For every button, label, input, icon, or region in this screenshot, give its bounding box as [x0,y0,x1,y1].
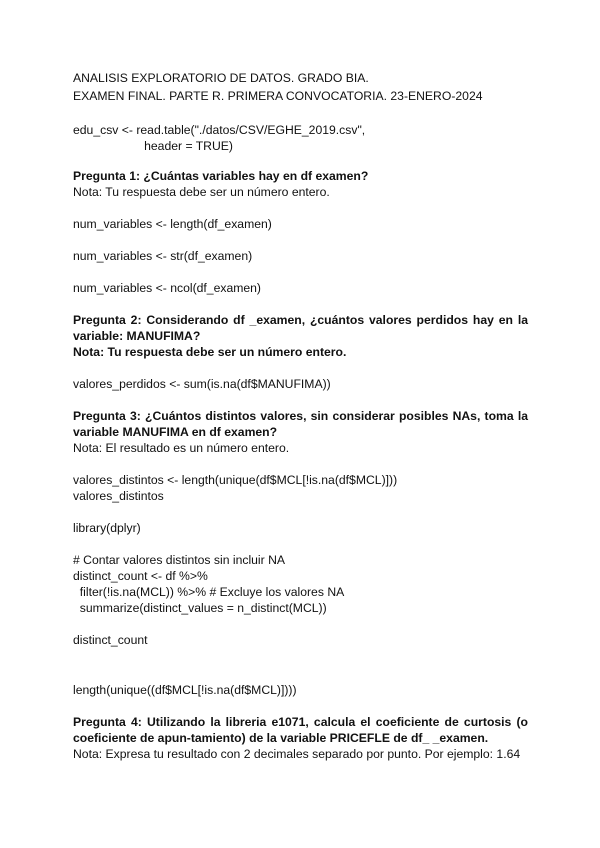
code-read-line-1: edu_csv <- read.table("./datos/CSV/EGHE_2019.csv", [73,123,366,137]
question-4-title-line-1: Pregunta 4: Utilizando la libreria e1071, calcula el coeficiente de curtosis (o [73,715,528,729]
question-3-note: Nota: El resultado es un número entero. [73,441,290,455]
code-comment: # Contar valores distintos sin incluir NA [73,553,286,567]
question-1-title: Pregunta 1: ¿Cuántas variables hay en df examen? [73,169,369,183]
code-read-line-2: header = TRUE) [73,139,233,153]
header-line-2: EXAMEN FINAL. PARTE R. PRIMERA CONVOCATORIA. 23-ENERO-2024 [73,89,483,103]
code-line: num_variables <- str(df_examen) [73,249,253,263]
question-1-note: Nota: Tu respuesta debe ser un número entero. [73,185,330,199]
code-line: distinct_count <- df %>% [73,569,208,583]
question-4-title-line-2: coeficiente de apun-tamiento) de la variable PRICEFLE de df_ _examen. [73,731,489,745]
code-line: library(dplyr) [73,521,141,535]
code-line: valores_perdidos <- sum(is.na(df$MANUFIMA)) [73,377,331,391]
question-3-title-line-2: variable MANUFIMA en df examen? [73,425,278,439]
header-line-1: ANALISIS EXPLORATORIO DE DATOS. GRADO BIA. [73,71,369,85]
code-line: filter(!is.na(MCL)) %>% # Excluye los valores NA [73,585,345,599]
question-2-title-line-1: Pregunta 2: Considerando df _examen, ¿cuántos valores perdidos hay en la [73,313,528,327]
question-4-note: Nota: Expresa tu resultado con 2 decimales separado por punto. Por ejemplo: 1.64 [73,747,521,761]
code-line: summarize(distinct_values = n_distinct(MCL)) [73,601,327,615]
code-line: num_variables <- length(df_examen) [73,217,272,231]
question-3-title-line-1: Pregunta 3: ¿Cuántos distintos valores, sin considerar posibles NAs, toma la [73,409,528,423]
question-2-title-line-2: variable: MANUFIMA? [73,329,201,343]
code-line: num_variables <- ncol(df_examen) [73,281,261,295]
code-line: length(unique((df$MCL[!is.na(df$MCL)]))) [73,683,297,697]
code-line: valores_distintos [73,489,164,503]
code-line: valores_distintos <- length(unique(df$MCL[!is.na(df$MCL)])) [73,473,398,487]
code-line: distinct_count [73,633,148,647]
question-2-note: Nota: Tu respuesta debe ser un número entero. [73,345,347,359]
